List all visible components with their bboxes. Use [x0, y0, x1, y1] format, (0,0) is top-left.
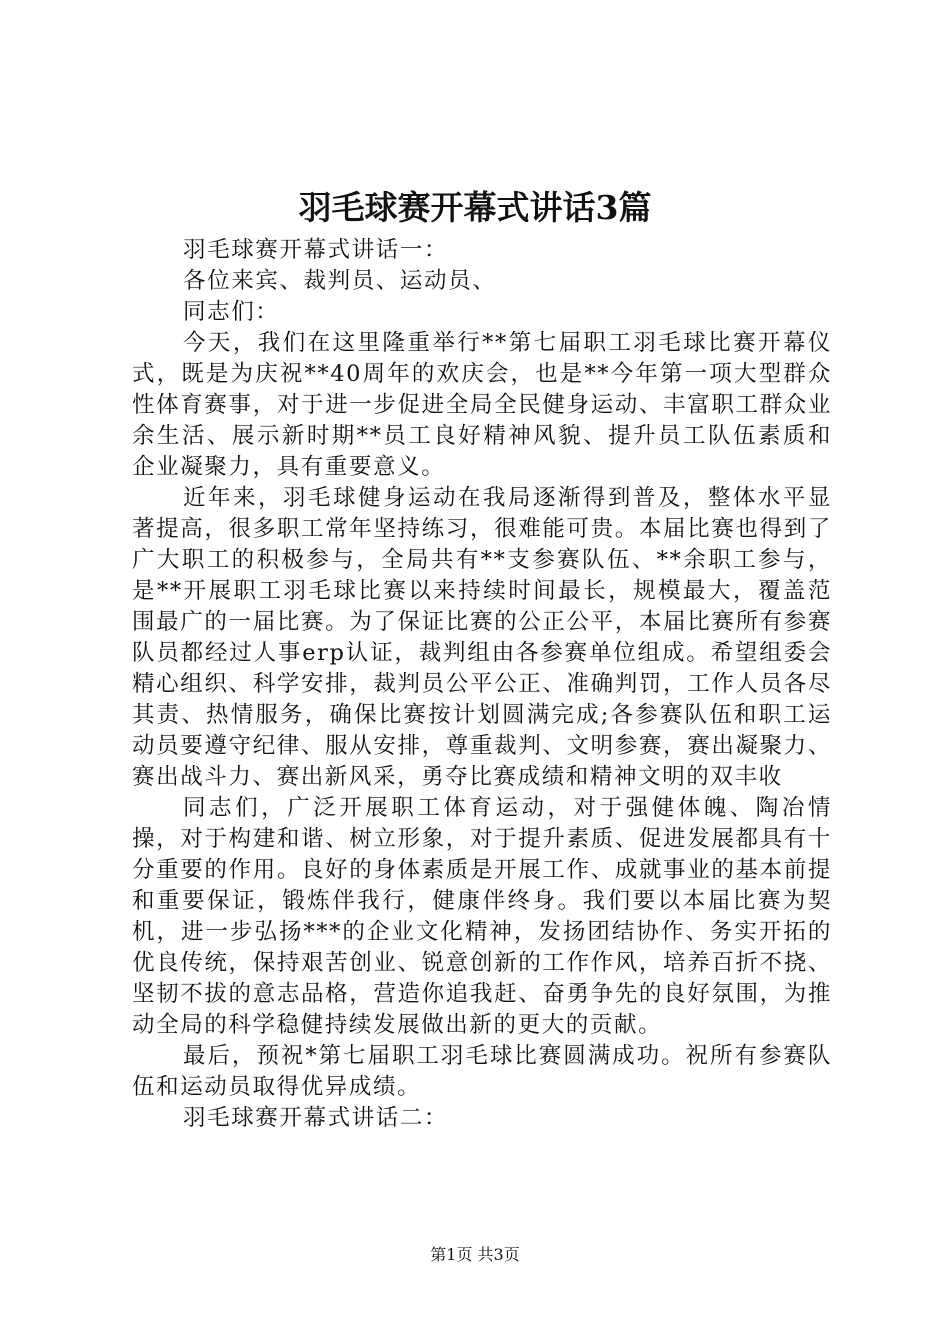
paragraph-salutation-2: 同志们： — [183, 299, 280, 325]
page-footer: 第1页 共3页 — [430, 1245, 520, 1264]
paragraph-closing: 最后，预祝*第七届职工羽毛球比赛圆满成功。祝所有参赛队伍和运动员取得优异成绩。 — [132, 1043, 832, 1100]
document-title: 羽毛球赛开幕式讲话3篇 — [298, 188, 652, 227]
paragraph-recent-years: 近年来，羽毛球健身运动在我局逐渐得到普及，整体水平显著提高，很多职工常年坚持练习，很难能可贵。本届比赛也得到了广大职工的积极参与，全局共有**支参赛队伍、**余职工参与，是**开展职工羽毛球比赛以来持续时间最长，规模最大，覆盖范围最广的一届比赛。为了保证比赛的公正公平，本届比赛所有参赛队员都经过人事erp认证，裁判组由各参赛单位组成。希望组委会精心组织、科学安排，裁判员公平公正、准确判罚，工作人员各尽其责、热情服务，确保比赛按计划圆满完成;各参赛队伍和职工运动员要遵守纪律、服从安排，尊重裁判、文明参赛，赛出凝聚力、赛出战斗力、赛出新风采，勇夺比赛成绩和精神文明的双丰收 — [132, 485, 832, 790]
paragraph-comrades: 同志们，广泛开展职工体育运动，对于强健体魄、陶冶情操，对于构建和谐、树立形象，对于提升素质、促进发展都具有十分重要的作用。良好的身体素质是开展工作、成就事业的基本前提和重要保证，锻炼伴我行，健康伴终身。我们要以本届比赛为契机，进一步弘扬***的企业文化精神，发扬团结协作、务实开拓的优良传统，保持艰苦创业、锐意创新的工作作风，培养百折不挠、坚韧不拔的意志品格，营造你追我赶、奋勇争先的良好氛围，为推动全局的科学稳健持续发展做出新的更大的贡献。 — [132, 795, 832, 1038]
document-body — [132, 235, 832, 1134]
paragraph-heading-1: 羽毛球赛开幕式讲话一： — [183, 237, 449, 263]
paragraph-opening: 今天，我们在这里隆重举行**第七届职工羽毛球比赛开幕仪式，既是为庆祝**40周年的欢庆会，也是**今年第一项大型群众性体育赛事，对于进一步促进全局全民健身运动、丰富职工群众业余生活、展示新时期**员工良好精神风貌、提升员工队伍素质和企业凝聚力，具有重要意义。 — [132, 330, 832, 480]
paragraph-heading-2: 羽毛球赛开幕式讲话二： — [183, 1105, 449, 1131]
paragraph-salutation: 各位来宾、裁判员、运动员、 — [183, 268, 497, 294]
